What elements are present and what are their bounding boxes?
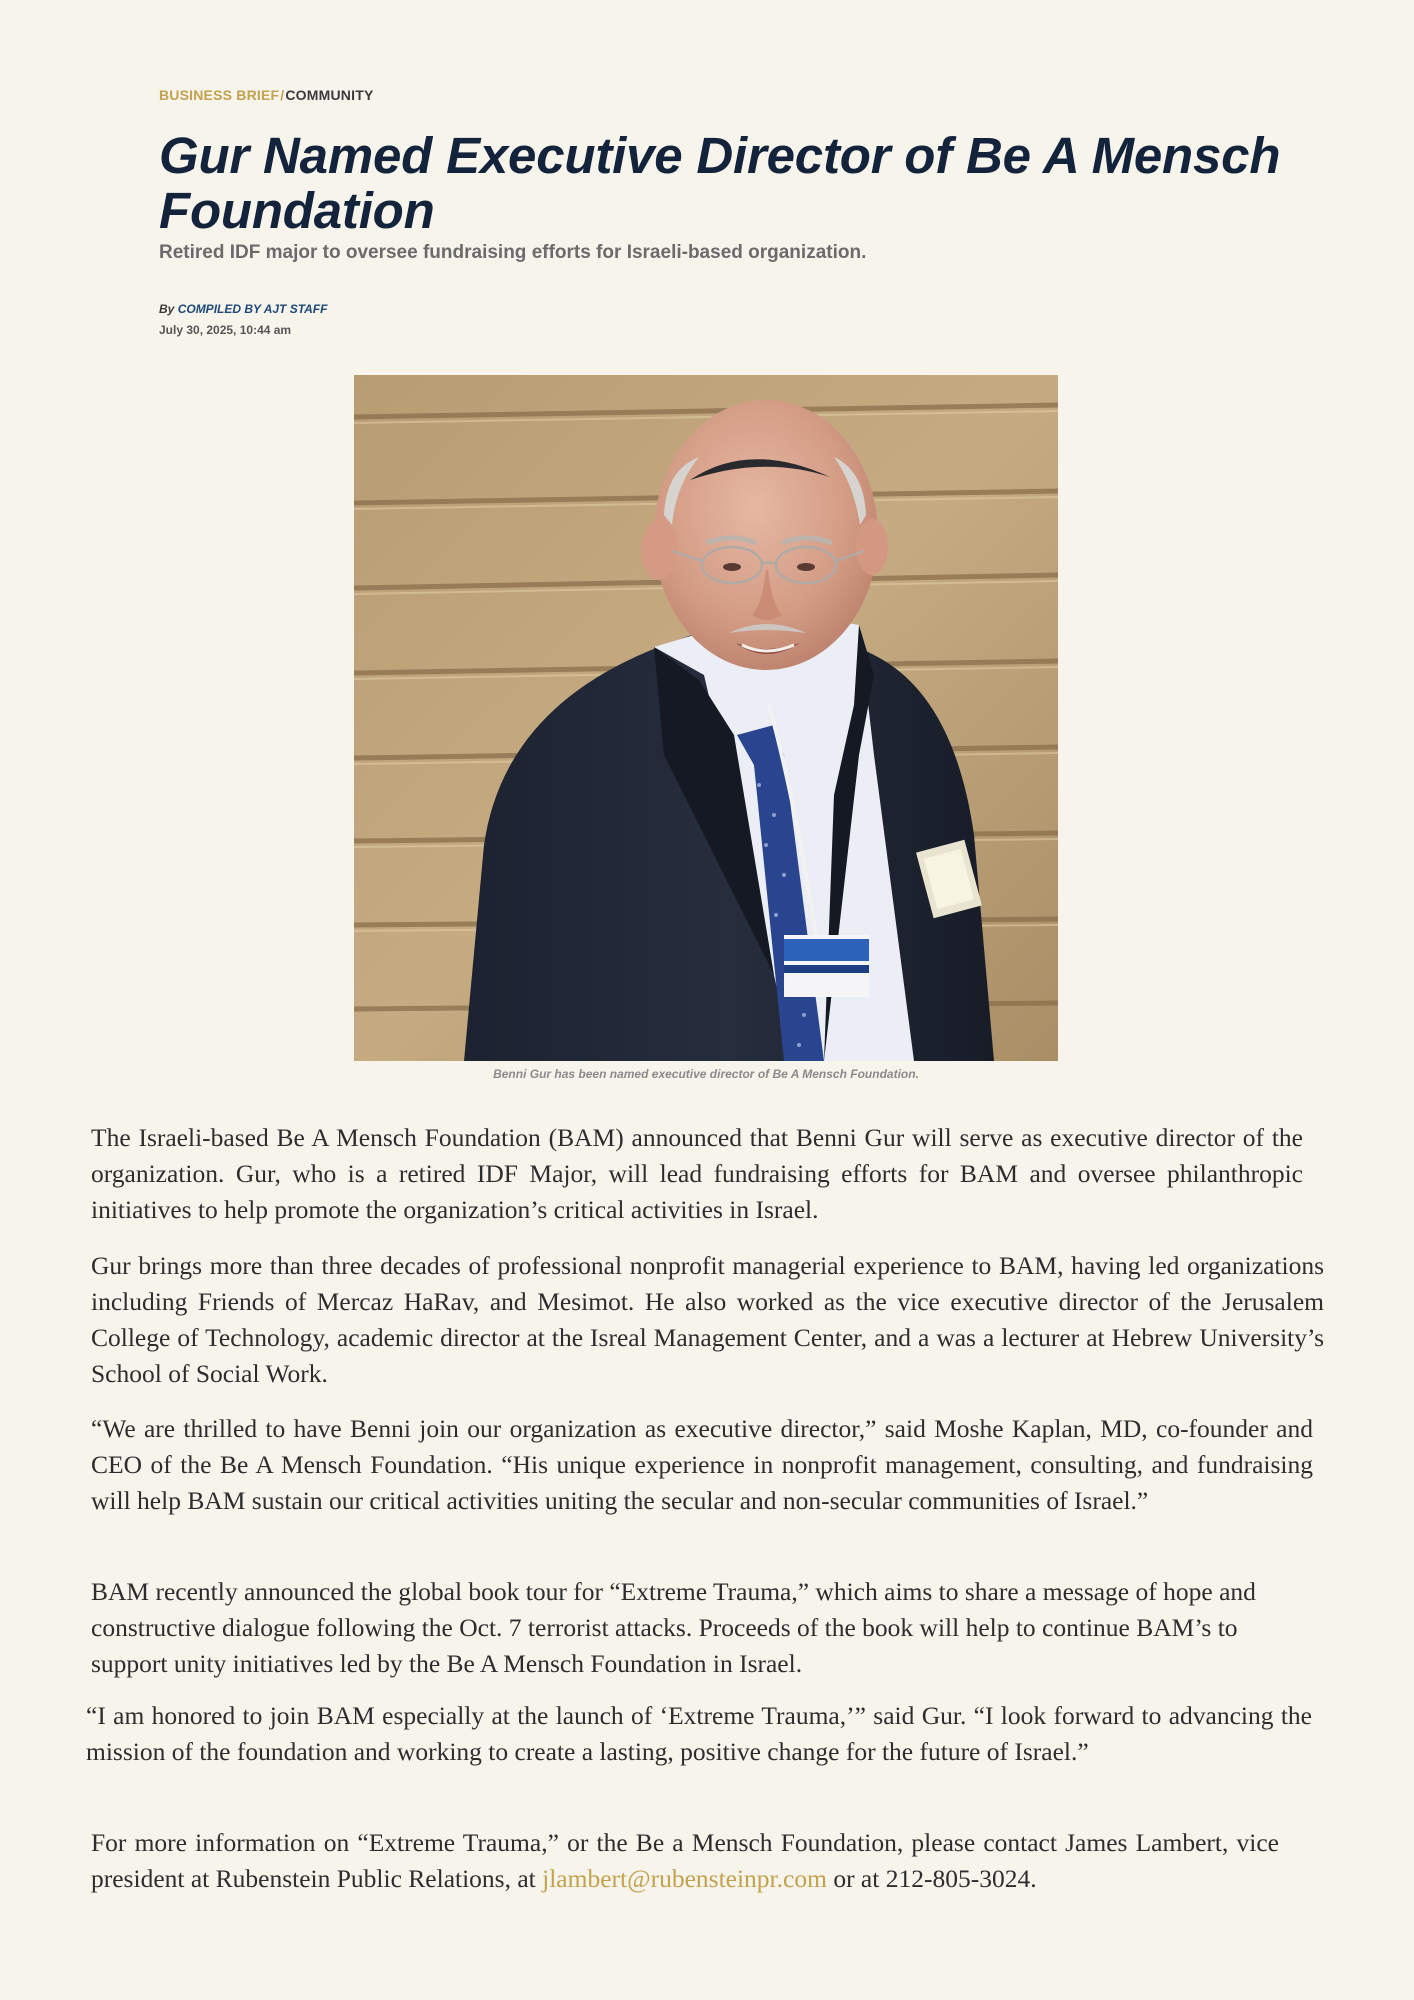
article-paragraph-1: The Israeli-based Be A Mensch Foundation (BAM) announced that Benni Gur will serve as executive director of the organization. Gur, who is a retired IDF Major, will lead fundraising efforts for BAM and oversee philanthropic initiatives to help promote the organization’s critical activities in Israel.	[91, 1123, 1303, 1224]
publish-date: July 30, 2025, 10:44 am	[159, 323, 292, 337]
breadcrumb-community: COMMUNITY	[285, 87, 374, 103]
article-paragraph-5: “I am honored to join BAM especially at the launch of ‘Extreme Trauma,’” said Gur. “I look forward to advancing the mission of the foundation and working to create a lasting, positive change for the future of Israel.”	[86, 1701, 1312, 1766]
image-caption: Benni Gur has been named executive director of Be A Mensch Foundation.	[493, 1067, 919, 1081]
author-link[interactable]: COMPILED BY AJT STAFF	[177, 302, 328, 316]
breadcrumb	[159, 86, 1289, 104]
article-title: Gur Named Executive Director of Be A Mensch Foundation	[159, 127, 1281, 239]
article-paragraph-4: BAM recently announced the global book tour for “Extreme Trauma,” which aims to share a message of hope and constructive dialogue following the Oct. 7 terrorist attacks. Proceeds of the book will help to continue BAM’s to support unity initiatives led by the Be A Mensch Foundation in Israel.	[91, 1577, 1256, 1678]
contact-text-before: For more information on “Extreme Trauma,” or the Be a Mensch Foundation, please contact James Lambert, vice president at Rubenstein Public Relations, at	[91, 1828, 1279, 1893]
article-paragraph-2: Gur brings more than three decades of professional nonprofit managerial experience to BAM, having led organizations including Friends of Mercaz HaRav, and Mesimot. He also worked as the vice executive director of the Jerusalem College of Technology, academic director at the Isreal Management Center, and a was a lecturer at Hebrew University’s School of Social Work.	[91, 1251, 1324, 1388]
contact-email-link[interactable]: jlambert@rubensteinpr.com	[542, 1864, 827, 1893]
byline	[159, 302, 1289, 317]
article-subtitle: Retired IDF major to oversee fundraising efforts for Israeli-based organization.	[159, 242, 867, 263]
byline-prefix: By	[159, 302, 175, 316]
breadcrumb-business-brief-link[interactable]: BUSINESS BRIEF	[159, 87, 280, 103]
article-photo	[354, 375, 1058, 1061]
breadcrumb-separator: /	[280, 87, 285, 103]
article-header	[159, 86, 1289, 338]
contact-text-after: or at 212-805-3024.	[826, 1864, 1037, 1893]
contact-paragraph	[91, 1825, 1279, 1897]
article-paragraph-3: “We are thrilled to have Benni join our organization as executive director,” said Moshe Kaplan, MD, co-founder and CEO of the Be A Mensch Foundation. “His unique experience in nonprofit management, consulting, and fundraising will help BAM sustain our critical activities uniting the secular and non-secular communities of Israel.”	[91, 1414, 1313, 1515]
